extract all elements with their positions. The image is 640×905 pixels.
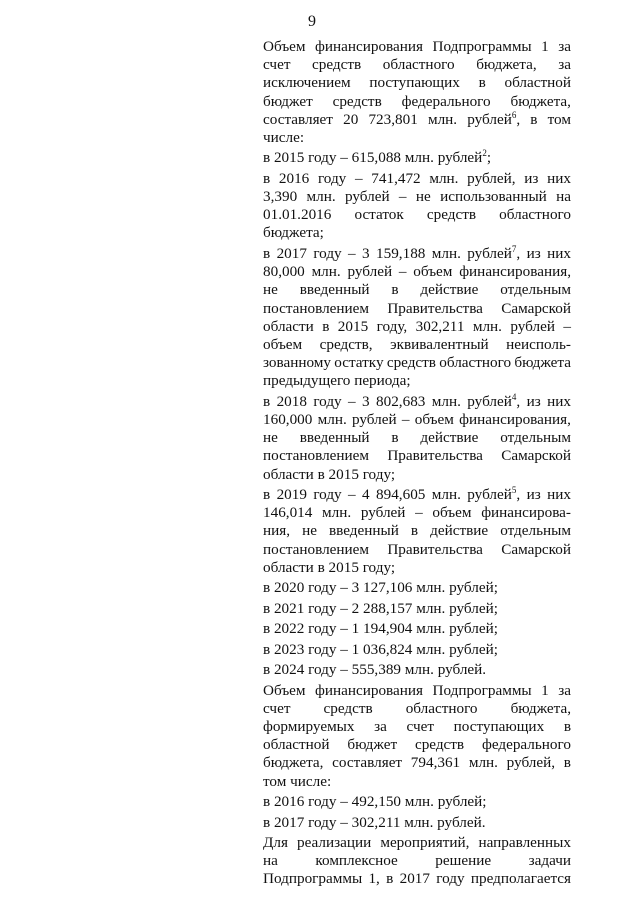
text-line: в 2016 году – 492,150 млн. рублей; bbox=[263, 793, 487, 811]
text-line: в 2023 году – 1 036,824 млн. рублей; bbox=[263, 640, 498, 658]
text-line: в 2015 году – 615,088 млн. рублей$^2$; bbox=[263, 148, 492, 167]
text-line: не введенный в действие отдельным bbox=[263, 429, 571, 447]
text-line: постановлением Правительства Самарской bbox=[263, 299, 571, 317]
text-line: в 2024 году – 555,389 млн. рублей. bbox=[263, 661, 487, 679]
text-line: не введенный в действие отдельным bbox=[263, 281, 571, 299]
text-line: составляет 20 723,801 млн. рублей$^6$, в том bbox=[263, 109, 571, 128]
text-line: 160,000 млн. рублей – объем финансирования, bbox=[263, 410, 571, 428]
page-number: 9 bbox=[308, 13, 316, 30]
text-line: объем средств, эквивалентный неисполь- bbox=[263, 335, 571, 353]
text-line: бюджета, составляет 794,361 млн. рублей, в bbox=[263, 754, 571, 772]
text-line: области в 2015 году; bbox=[263, 465, 396, 483]
text-line: в 2019 году – 4 894,605 млн. рублей$^5$, из них bbox=[263, 484, 571, 503]
text-line: в 2017 году – 3 159,188 млн. рублей$^7$, из них bbox=[263, 243, 571, 262]
paragraph bbox=[263, 170, 571, 243]
paragraph bbox=[263, 393, 571, 484]
paragraph bbox=[263, 245, 571, 391]
text-line: числе: bbox=[263, 128, 305, 146]
text-line: области в 2015 году; bbox=[263, 558, 396, 576]
text-line: постановлением Правительства Самарской bbox=[263, 447, 571, 465]
text-line: исключением поступающих в областной bbox=[263, 74, 571, 92]
text-line: в 2017 году – 302,211 млн. рублей. bbox=[263, 813, 486, 831]
text-line: областной бюджет средств федерального bbox=[263, 736, 571, 754]
document-body bbox=[263, 38, 571, 891]
text-line: предыдущего периода; bbox=[263, 372, 411, 390]
text-line: счет средств областного бюджета, bbox=[263, 699, 571, 717]
paragraph bbox=[263, 486, 571, 577]
text-line: 80,000 млн. рублей – объем финансирования, bbox=[263, 263, 571, 281]
text-line: постановлением Правительства Самарской bbox=[263, 540, 571, 558]
paragraph bbox=[263, 641, 571, 659]
text-line: Объем финансирования Подпрограммы 1 за bbox=[263, 681, 571, 699]
footnote-ref: 7 bbox=[511, 243, 517, 254]
text-line: том числе: bbox=[263, 772, 332, 790]
paragraph bbox=[263, 682, 571, 791]
footnote-ref: 2 bbox=[482, 148, 487, 159]
text-line: в 2018 году – 3 802,683 млн. рублей$^4$, из них bbox=[263, 391, 571, 410]
footnote-ref: 5 bbox=[511, 484, 517, 495]
footnote-ref: 6 bbox=[511, 109, 517, 120]
text-line: области в 2015 году, 302,211 млн. рублей – bbox=[263, 317, 571, 335]
text-line: 01.01.2016 остаток средств областного bbox=[263, 206, 571, 224]
text-line: в 2022 году – 1 194,904 млн. рублей; bbox=[263, 620, 498, 638]
text-line: Подпрограммы 1, в 2017 году предполагается bbox=[263, 870, 571, 888]
footnote-ref: 4 bbox=[511, 391, 517, 402]
text-line: Для реализации мероприятий, направленных bbox=[263, 834, 571, 852]
text-line: бюджета; bbox=[263, 224, 324, 242]
text-line: 3,390 млн. рублей – не использованный на bbox=[263, 188, 571, 206]
paragraph bbox=[263, 579, 571, 597]
paragraph bbox=[263, 661, 571, 679]
text-line: в 2016 году – 741,472 млн. рублей, из них bbox=[263, 169, 571, 187]
text-line: счет средств областного бюджета, за bbox=[263, 56, 571, 74]
paragraph bbox=[263, 38, 571, 147]
paragraph bbox=[263, 600, 571, 618]
text-line: Объем финансирования Подпрограммы 1 за bbox=[263, 38, 571, 55]
paragraph bbox=[263, 814, 571, 832]
text-line: 146,014 млн. рублей – объем финансирова- bbox=[263, 504, 571, 522]
text-line: формируемых за счет поступающих в bbox=[263, 718, 571, 736]
paragraph bbox=[263, 793, 571, 811]
paragraph bbox=[263, 149, 571, 167]
text-line: ния, не введенный в действие отдельным bbox=[263, 522, 571, 540]
text-line: на комплексное решение задачи bbox=[263, 852, 571, 870]
text-line: зованному остатку средств областного бюджета bbox=[263, 354, 571, 372]
paragraph bbox=[263, 834, 571, 889]
text-line: бюджет средств федерального бюджета, bbox=[263, 92, 571, 110]
paragraph bbox=[263, 620, 571, 638]
text-line: в 2020 году – 3 127,106 млн. рублей; bbox=[263, 579, 498, 597]
text-line: в 2021 году – 2 288,157 млн. рублей; bbox=[263, 599, 498, 617]
